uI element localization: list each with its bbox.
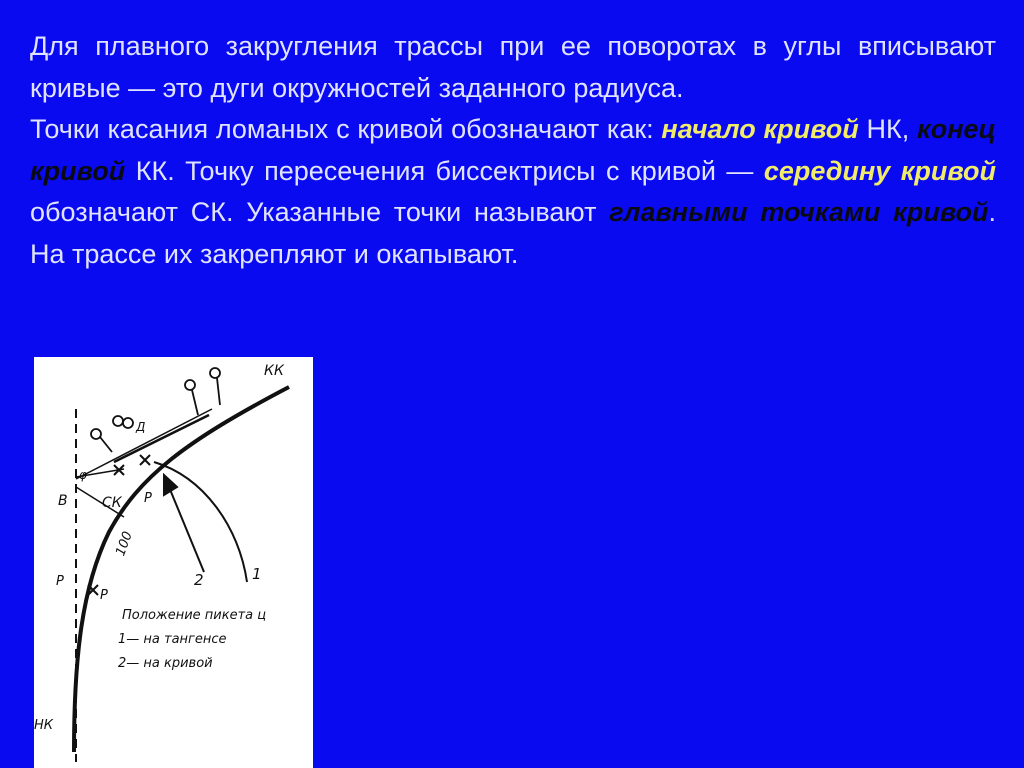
label-b: В <box>58 493 68 509</box>
paragraph-2-part3: КК. Точку пересечения биссектрисы с кривой — <box>125 155 764 186</box>
paragraph-2-part2: НК, <box>858 114 918 144</box>
paragraph-2-part4: обозначают СК. Указанные точки называют <box>30 197 610 227</box>
label-p-top: Р <box>144 491 152 506</box>
point-markers <box>88 455 150 595</box>
paragraph-1 <box>30 26 996 109</box>
legend-item-2: 2— на кривой <box>118 656 213 671</box>
curve-diagram <box>34 357 313 768</box>
legend-item-1: 1— на тангенсе <box>118 632 227 647</box>
paragraph-2 <box>30 109 996 275</box>
curve-diagram-svg <box>34 357 313 768</box>
label-sk: СК <box>102 495 122 511</box>
label-kk: КК <box>264 363 284 379</box>
paragraph-2-part5: . На трассе их закрепляют и окапывают. <box>30 197 996 269</box>
main-text <box>30 26 996 275</box>
label-p-right: Р <box>100 588 108 603</box>
label-p-left: Р <box>56 574 64 589</box>
term-main-points: главными точками кривой <box>609 197 989 227</box>
tangent-offset-line <box>114 415 209 462</box>
arrow-2-line <box>169 487 204 572</box>
paragraph-2-part1: Точки касания ломаных с кривой обозначают как: <box>30 114 662 144</box>
label-1: 1 <box>252 565 262 583</box>
label-2: 2 <box>194 571 204 589</box>
label-100: 100 <box>113 529 136 559</box>
legend-title: Положение пикета ц <box>122 608 267 623</box>
label-d: Д <box>136 420 146 434</box>
term-end-of-curve: конец кривой <box>30 114 996 186</box>
term-middle-of-curve: середину кривой <box>763 155 997 186</box>
arrows <box>154 462 247 582</box>
term-start-of-curve: начало кривой <box>661 114 859 144</box>
label-phi: φ <box>79 468 87 482</box>
label-nk: НК <box>34 718 54 733</box>
paragraph-1-text: Для плавного закругления трассы при ее поворотах в углы вписывают кривые — это дуги окружностей заданного радиуса. <box>30 31 996 103</box>
arrow-2-head <box>164 475 177 495</box>
